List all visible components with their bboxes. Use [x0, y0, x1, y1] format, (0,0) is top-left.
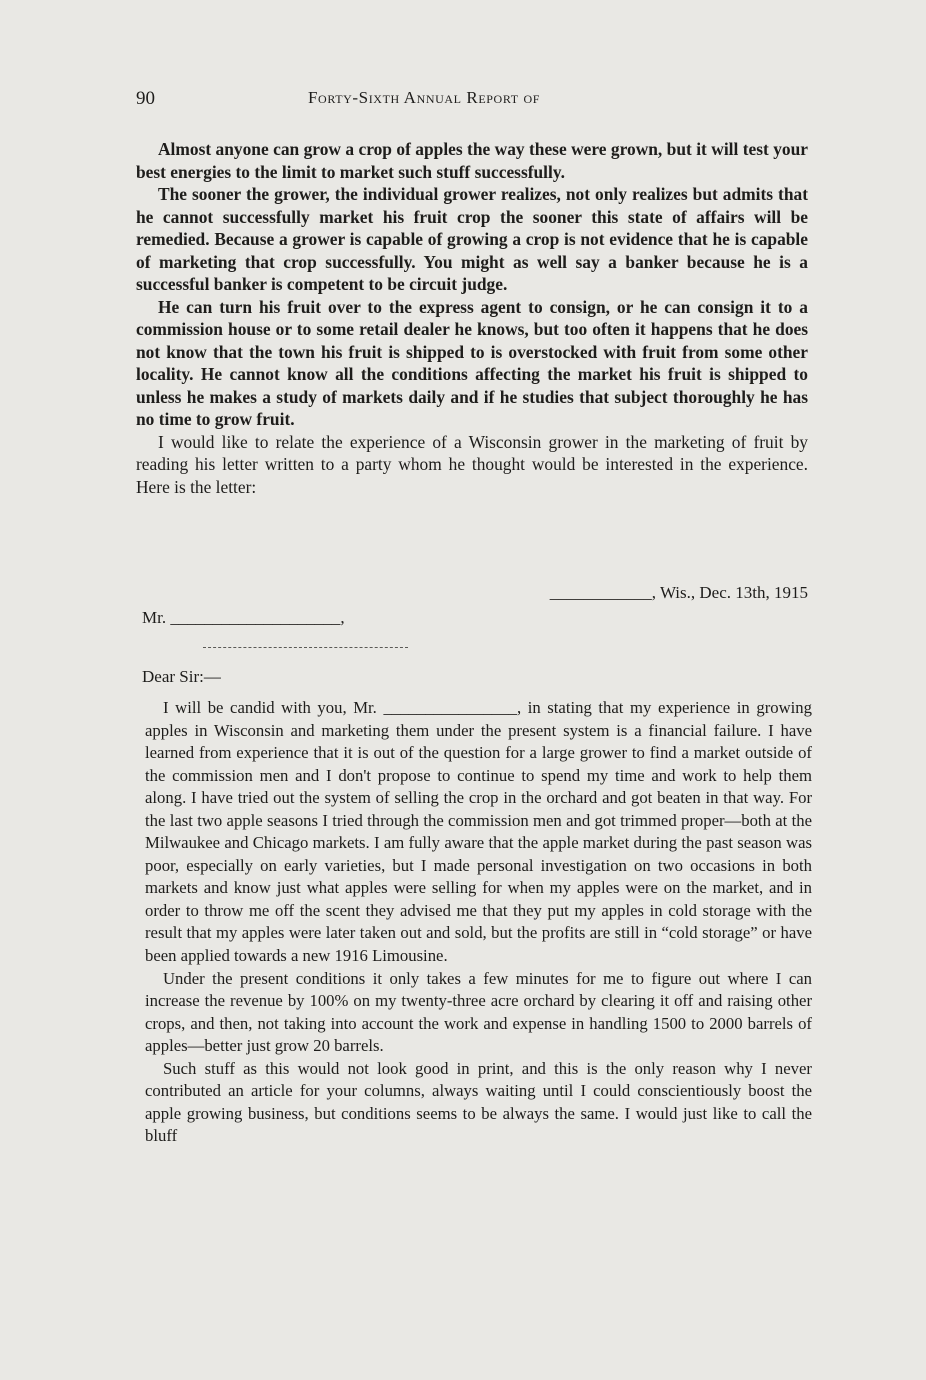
letter-salutation: Dear Sir:—: [142, 667, 221, 686]
address-blank-rule: [203, 647, 408, 648]
letter-addressee-line: Mr. ____________________,: [142, 608, 345, 627]
body-paragraph-3: He can turn his fruit over to the express agent to consign, or he can consign it to a commission house or to some retail dealer he knows, but too often it happens that he does not know that the town his fruit is shipped to is overstocked with fruit from some other locality. He cannot know all the conditions affecting the market his fruit is shipped to unless he makes a study of markets daily and if he studies that subject thoroughly he has no time to grow fruit.: [136, 296, 808, 429]
body-paragraph-2: The sooner the grower, the individual grower realizes, not only realizes but admits that he cannot successfully market his fruit crop the sooner this state of affairs will be remedied. Because a grower is capable of growing a crop is not evidence that he is capable of marketing that crop successfully. You might as well say a banker because he is a successful banker is competent to be circuit judge.: [136, 184, 808, 294]
body-text: [136, 138, 808, 498]
body-paragraph-4: I would like to relate the experience of a Wisconsin grower in the marketing of fruit by reading his letter written to a party whom he thought would be interested in the experience. Here is the letter:: [136, 431, 808, 497]
letter-body: [145, 697, 812, 1148]
letter-paragraph-1: I will be candid with you, Mr. ________________, in stating that my experience in growing apples in Wisconsin and marketing them under the present system is a financial failure. I have learned from experience that it is out of the question for a large grower to find a market outside of the commission men and I don't propose to continue to spend my time and work to help them along. I have tried out the system of selling the crop in the orchard and got beaten in that way. For the last two apple seasons I tried through the commission men and got trimmed proper—both at the Milwaukee and Chicago markets. I am fully aware that the apple market during the past season was poor, especially on early varieties, but I made personal investigation on two occasions in both markets and know just what apples were selling for when my apples were on the market, and in order to throw me off the scent they advised me that they put my apples in cold storage with the result that my apples were later taken out and sold, but the profits are still in “cold storage” or have been applied towards a new 1916 Limousine.: [145, 698, 812, 966]
letter-paragraph-3: Such stuff as this would not look good in print, and this is the only reason why I never contributed an article for your columns, always waiting until I could conscientiously boost the apple growing business, but conditions seems to be always the same. I would just like to call the bluff: [145, 1058, 812, 1146]
page-number: 90: [136, 88, 155, 109]
running-head: Forty-Sixth Annual Report of: [308, 88, 541, 107]
page-header: [136, 88, 816, 114]
letter-paragraph-2: Under the present conditions it only takes a few minutes for me to figure out where I can increase the revenue by 100% on my twenty-three acre orchard by clearing it off and raising other crops, and then, not taking into account the work and expense in handling 1500 to 2000 barrels of apples—better just grow 20 barrels.: [145, 968, 812, 1056]
body-paragraph-1: Almost anyone can grow a crop of apples the way these were grown, but it will test your best energies to the limit to market such stuff successfully.: [136, 139, 808, 182]
letter-date-line: ____________, Wis., Dec. 13th, 1915: [549, 583, 808, 602]
